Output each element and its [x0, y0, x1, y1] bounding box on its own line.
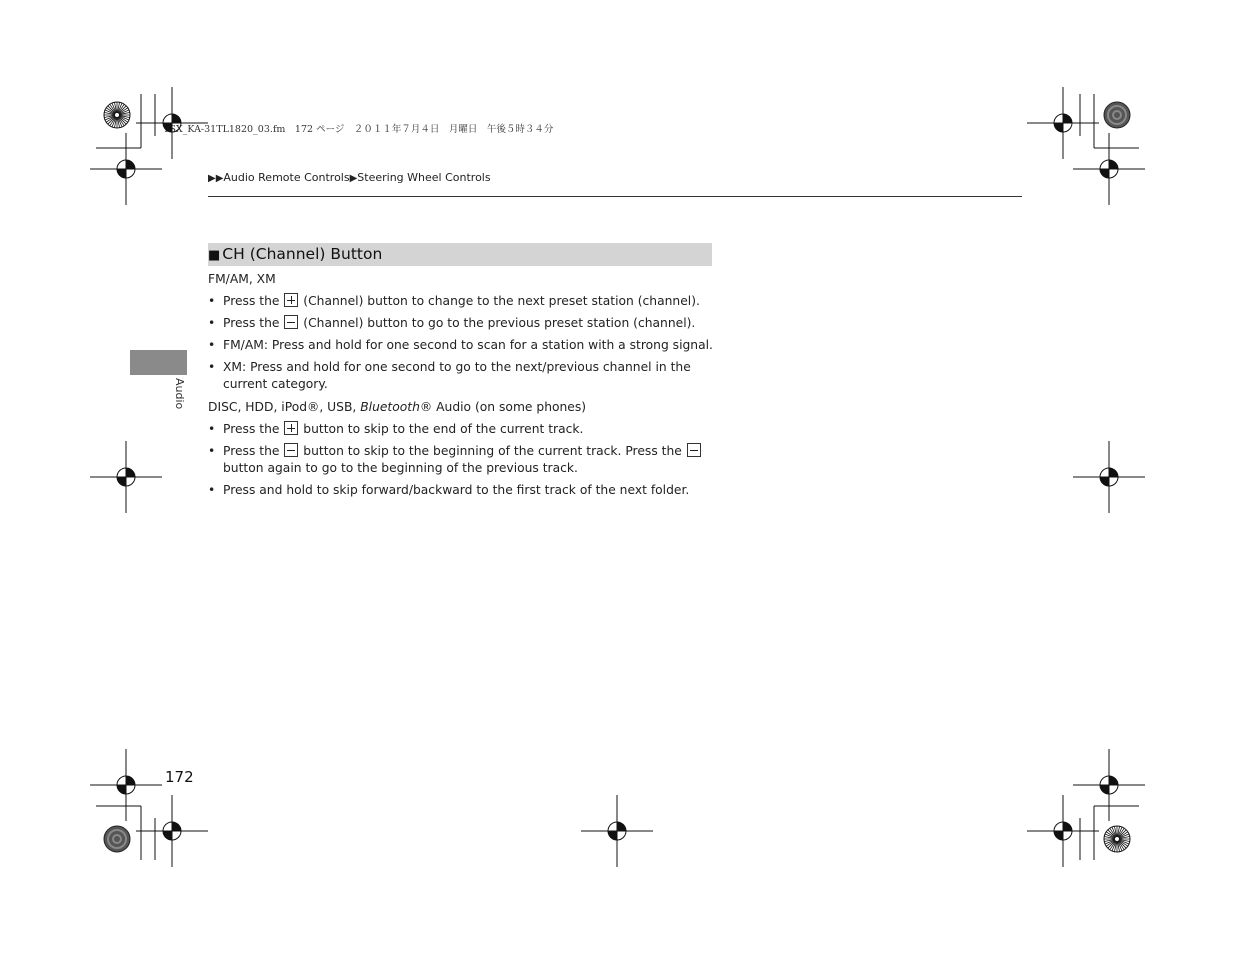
item-text: FM/AM: Press and hold for one second to scan for a station with a strong signal.	[223, 338, 713, 352]
bullet: •	[208, 444, 216, 458]
item-text: button to skip to the beginning of the current track. Press the	[303, 444, 682, 458]
chapter-side-label: Audio	[173, 378, 186, 410]
subheading-text: ® Audio (on some phones)	[419, 400, 587, 414]
section-marker-icon: ■	[208, 248, 221, 263]
breadcrumb-separator: ▶	[349, 173, 358, 184]
item-text: Press the	[223, 444, 280, 458]
breadcrumb-item-steering-wheel-controls[interactable]: Steering Wheel Controls	[357, 171, 491, 184]
print-header: TSX_KA-31TL1820_03.fm 172 ページ ２０１１年７月４日 月曜日 午後５時３４分	[163, 124, 554, 135]
item-text: Press the	[223, 294, 280, 308]
bullet: •	[208, 360, 216, 374]
breadcrumb-item-audio-remote-controls[interactable]: Audio Remote Controls	[223, 171, 350, 184]
item-text: button to skip to the end of the current track.	[303, 422, 584, 436]
page-number: 172	[165, 768, 194, 786]
item-text: (Channel) button to go to the previous preset station (channel).	[303, 316, 696, 330]
item-text: Press the	[223, 422, 280, 436]
subheading-fm-am-xm: FM/AM, XM	[208, 272, 276, 286]
bullet: •	[208, 294, 216, 308]
item-text: button again to go to the beginning of the previous track.	[223, 461, 578, 475]
item-text: Press the	[223, 316, 280, 330]
section-title: CH (Channel) Button	[222, 245, 383, 263]
item-text: Press and hold to skip forward/backward to the first track of the next folder.	[223, 483, 690, 497]
bullet: •	[208, 316, 216, 330]
bullet: •	[208, 483, 216, 497]
bullet: •	[208, 338, 216, 352]
bullet: •	[208, 422, 216, 436]
item-text: XM: Press and hold for one second to go to the next/previous channel in the current category.	[223, 360, 691, 391]
subheading-text: DISC, HDD, iPod®, USB,	[208, 400, 357, 414]
breadcrumb-arrows: ▶▶	[208, 173, 224, 184]
subheading-italic: Bluetooth	[360, 400, 420, 414]
item-text: (Channel) button to change to the next preset station (channel).	[303, 294, 700, 308]
